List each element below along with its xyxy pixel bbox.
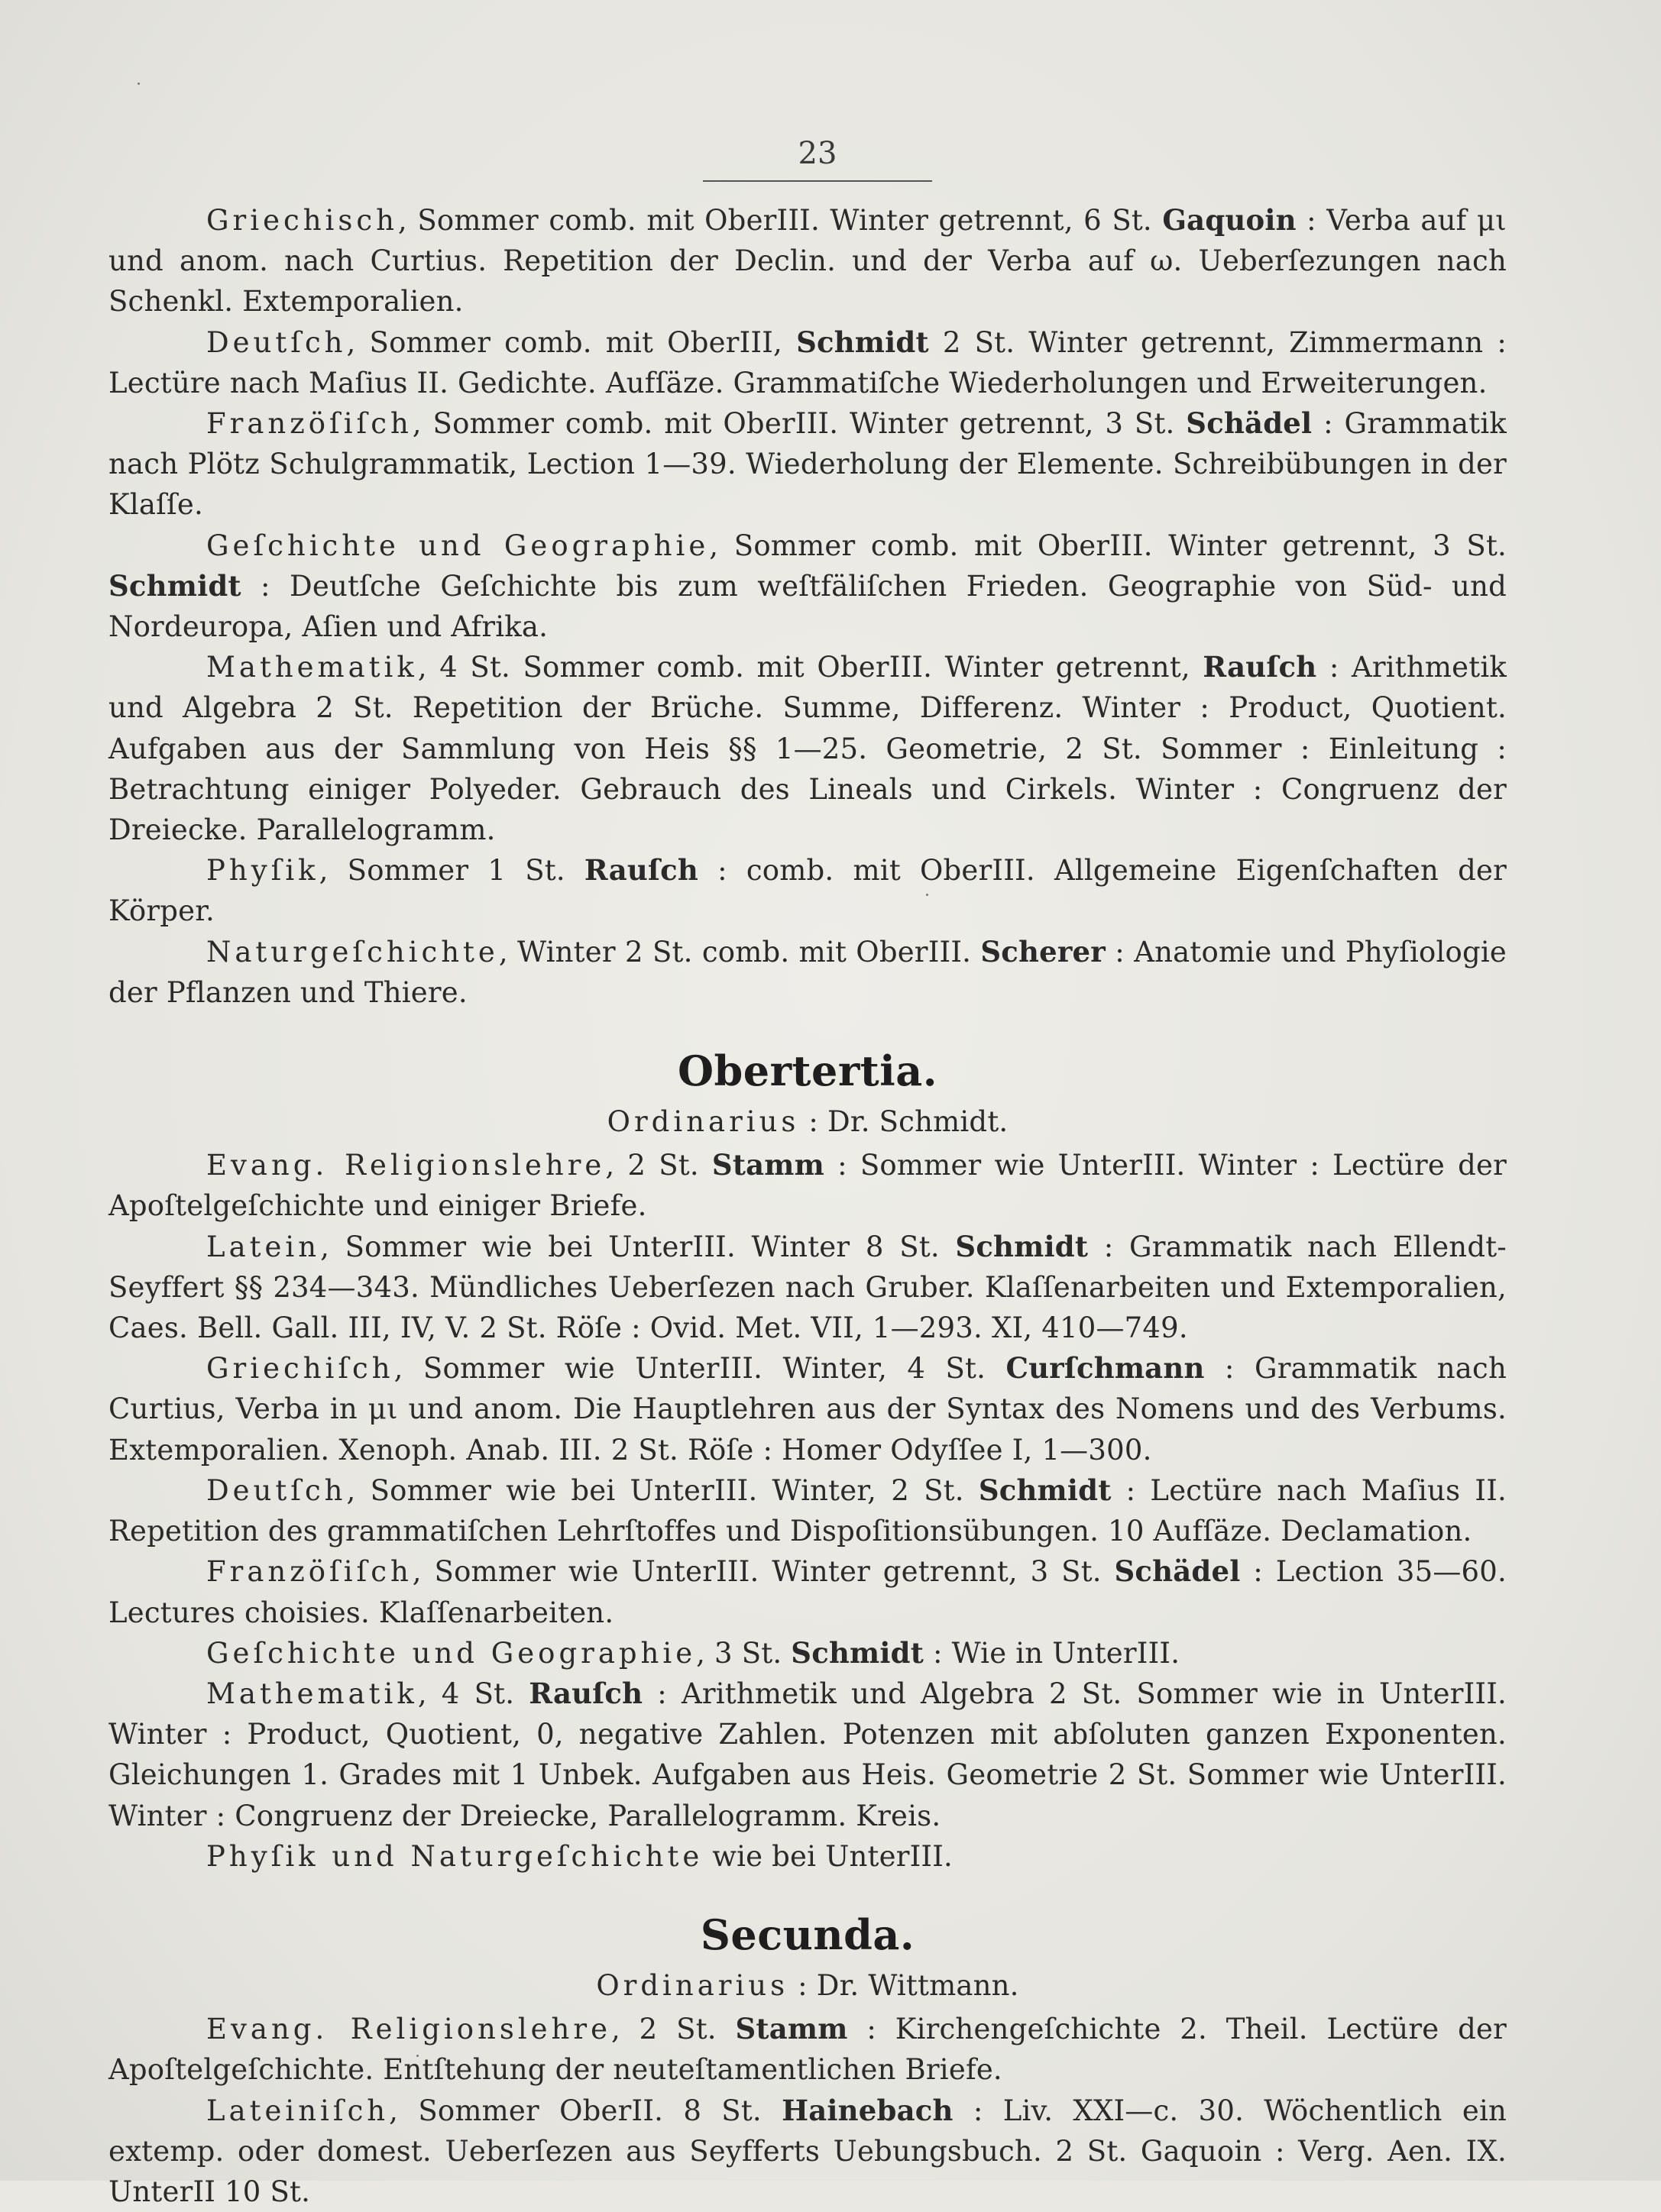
course-info: , Sommer OberII. 8 St. [389,2094,782,2127]
section-heading-obertertia: Obertertia. [677,1046,938,1096]
course-description: : Lection 35—60. Lectures choisies. Klaſſenarbeiten. [108,1555,1507,1629]
page-number: 23 [798,136,837,171]
subject-name: Deutſch [206,1473,347,1507]
scan-speck [138,82,140,85]
teacher-name: Rauſch [1203,650,1317,684]
subject-name: Evang. Religionslehre [206,2013,611,2046]
subject-name: Deutſch [206,325,347,359]
teacher-name: Scherer [980,934,1106,969]
course-description: : Grammatik nach Plötz Schulgrammatik, Lection 1—39. Wiederholung der Elemente. Schreibübungen in der Klaſſe. [108,407,1507,522]
subject-paragraph [108,526,1507,648]
course-description: : Grammatik nach Ellendt-Seyffert §§ 234—343. Mündliches Ueberſezen nach Gruber. Klaſſenarbeiten und Extemporalien, Caes. Bell. Gall. III, IV, V. 2 St. Röſe : Ovid. Met. VII, 1—293. XI, 410—749. [108,1230,1507,1345]
course-info: wie bei UnterIII. [703,1839,954,1873]
course-info: , 3 St. [696,1636,792,1670]
course-description: : Verba auf μι und anom. nach Curtius. Repetition der Declin. und der Verba auf ω. Ueberſezungen nach Schenkl. Extemporalien. [108,204,1507,319]
page-number-rule [703,180,932,182]
course-info: , 4 St. Sommer comb. mit OberIII. Winter getrennt, [417,651,1203,684]
untertertia-continuation [108,200,1507,1013]
subject-paragraph [108,322,1507,403]
subject-name: Geſchichte und Geographie [206,529,710,562]
subject-paragraph [108,1145,1507,1226]
course-info: , Sommer comb. mit OberIII. Winter getrennt, 3 St. [709,529,1507,562]
teacher-name: Stamm [711,1148,824,1182]
ordinarius-label: Ordinarius [607,1105,800,1139]
course-description: : Deutſche Geſchichte bis zum weſtfäliſchen Frieden. Geographie von Süd- und Nordeuropa, Aſien und Afrika. [108,569,1507,644]
subject-name: Latein [206,1230,321,1263]
course-description: : comb. mit OberIII. Allgemeine Eigenſchaften der Körper. [108,854,1507,928]
teacher-name: Gaquoin [1162,203,1297,237]
subject-paragraph [108,1551,1507,1632]
subject-paragraph [108,1348,1507,1470]
ordinarius-label: Ordinarius [596,1968,789,2002]
section-heading-secunda: Secunda. [700,1910,915,1959]
course-info: , Sommer wie bei UnterIII. Winter, 2 St. [346,1473,979,1507]
course-description: : Liv. XXI—c. 30. Wöchentlich ein extemp. oder domest. Ueberſezen aus Seyfferts Uebungsbuch. 2 St. Gaquoin : Verg. Aen. IX. UnterII 10 St. [108,2094,1507,2208]
teacher-name: Stamm [735,2012,848,2046]
course-info: , 2 St. [605,1149,712,1182]
subject-paragraph [108,850,1507,931]
obertertia-subjects [108,1145,1507,1877]
document-body [108,200,1507,2212]
subject-name: Griechiſch [206,1352,394,1386]
course-description: : Lectüre nach Maſius II. Repetition des grammatiſchen Lehrſtoffes und Dispoſitionsübungen. 10 Aufſäze. Declamation. [108,1473,1507,1548]
subject-name: Geſchichte und Geographie [206,1636,697,1670]
course-info: , Sommer wie UnterIII. Winter, 4 St. [393,1352,1006,1386]
teacher-name: Schmidt [955,1229,1089,1263]
subject-paragraph [108,1470,1507,1551]
subject-paragraph [108,932,1507,1013]
teacher-name: Schmidt [791,1635,924,1670]
subject-paragraph [108,1633,1507,1674]
subject-name: Phyſik [206,854,319,888]
course-info: , Sommer comb. mit OberIII. Winter getrennt, 6 St. [397,204,1163,237]
ordinarius-name: : Dr. Schmidt. [808,1105,1009,1139]
course-description: : Wie in UnterIII. [924,1636,1180,1670]
subject-paragraph [108,1836,1507,1877]
subject-name: Mathematik [206,651,418,684]
course-info: , Sommer wie bei UnterIII. Winter 8 St. [320,1230,956,1263]
course-info: , Winter 2 St. comb. mit OberIII. [498,935,981,969]
teacher-name: Schmidt [978,1473,1112,1507]
ordinarius-line-obertertia [108,1101,1507,1142]
course-description: : Sommer wie UnterIII. Winter : Lectüre der Apoſtelgeſchichte und einiger Briefe. [108,1149,1507,1223]
subject-name: Phyſik und Naturgeſchichte [206,1839,704,1873]
course-description: : Grammatik nach Curtius, Verba in μι und anom. Die Hauptlehren aus der Syntax des Nomens und des Verbums. Extemporalien. Xenoph. Anab. III. 2 St. Röſe : Homer Odyſſee I, 1—300. [108,1352,1507,1467]
subject-paragraph [108,200,1507,322]
subject-paragraph [108,1227,1507,1349]
teacher-name: Schmidt [108,568,241,603]
subject-paragraph [108,1674,1507,1836]
teacher-name: Schädel [1114,1554,1241,1589]
secunda-subjects [108,2009,1507,2212]
teacher-name: Schädel [1186,406,1313,441]
subject-paragraph [108,647,1507,850]
course-info: , Sommer comb. mit OberIII, [346,325,797,359]
teacher-name: Rauſch [529,1676,643,1710]
subject-name: Mathematik [206,1677,418,1710]
teacher-name: Curſchmann [1005,1351,1205,1386]
subject-name: Franzöſiſch [206,1555,413,1589]
subject-name: Naturgeſchichte [206,935,499,969]
subject-name: Lateiniſch [206,2094,390,2127]
course-description: : Anatomie und Phyſiologie der Pflanzen und Thiere. [108,935,1507,1009]
course-info: , 4 St. [417,1677,529,1710]
teacher-name: Hainebach [782,2093,954,2127]
course-info: , 2 St. [610,2013,736,2046]
subject-paragraph [108,2091,1507,2212]
subject-name: Franzöſiſch [206,407,413,441]
course-description: : Arithmetik und Algebra 2 St. Repetition der Brüche. Summe, Differenz. Winter : Product, Quotient. Aufgaben aus der Sammlung von Heis §§ 1—25. Geometrie, 2 St. Sommer : Einleitung : Betrachtung einiger Polyeder. Gebrauch des Lineals und Cirkels. Winter : Congruenz der Dreiecke. Parallelogramm. [108,651,1507,847]
course-description: 2 St. Winter getrennt, Zimmermann : Lectüre nach Maſius II. Gedichte. Aufſäze. Grammatiſche Wiederholungen und Erweiterungen. [108,325,1507,399]
teacher-name: Rauſch [584,853,698,888]
subject-name: Griechisch [206,204,398,237]
ordinarius-line-secunda [108,1965,1507,2006]
subject-name: Evang. Religionslehre [206,1149,606,1182]
ordinarius-name: : Dr. Wittmann. [798,1968,1019,2002]
course-description: : Kirchengeſchichte 2. Theil. Lectüre der Apoſtelgeſchichte. Entſtehung der neuteſtamentlichen Briefe. [108,2013,1507,2087]
subject-paragraph [108,2009,1507,2090]
course-info: , Sommer 1 St. [319,854,584,888]
course-info: , Sommer wie UnterIII. Winter getrennt, 3 St. [412,1555,1115,1589]
teacher-name: Schmidt [796,325,929,359]
course-description: : Arithmetik und Algebra 2 St. Sommer wie in UnterIII. Winter : Product, Quotient, 0, negative Zahlen. Potenzen mit abſoluten ganzen Exponenten. Gleichungen 1. Grades mit 1 Unbek. Aufgaben aus Heis. Geometrie 2 St. Sommer wie UnterIII. Winter : Congruenz der Dreiecke, Parallelogramm. Kreis. [108,1677,1507,1832]
subject-paragraph [108,403,1507,526]
course-info: , Sommer comb. mit OberIII. Winter getrennt, 3 St. [412,407,1187,441]
